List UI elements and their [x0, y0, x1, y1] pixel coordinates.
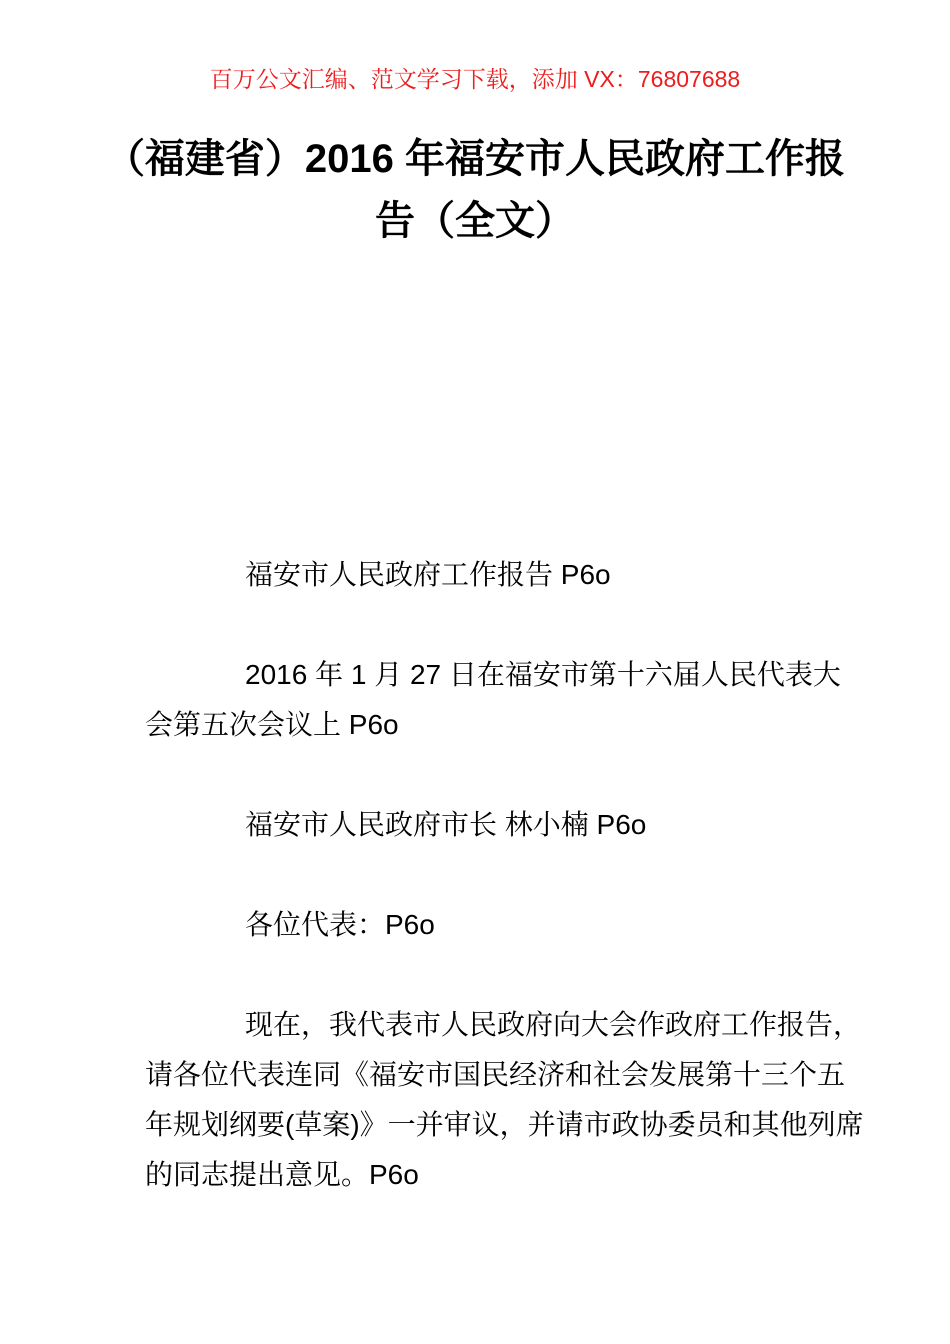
title-line-2: 告（全文）	[375, 199, 575, 243]
paragraph-line: 各位代表：P6o	[245, 909, 435, 940]
paragraph-line: 福安市人民政府市长 林小楠 P6o	[245, 809, 647, 840]
paragraph-introduction	[145, 1000, 864, 1200]
document-title	[0, 128, 950, 252]
paragraph-line: 2016 年 1 月 27 日在福安市第十六届人民代表大	[245, 659, 841, 690]
paragraph-line: 会第五次会议上 P6o	[145, 709, 399, 740]
paragraph-line: 请各位代表连同《福安市国民经济和社会发展第十三个五	[145, 1059, 846, 1090]
paragraph-session-info	[145, 650, 841, 750]
paragraph-speaker	[145, 800, 805, 850]
paragraph-line: 年规划纲要(草案)》一并审议，并请市政协委员和其他列席	[145, 1109, 864, 1140]
vertical-spacer	[0, 252, 950, 550]
paragraph-line: 的同志提出意见。P6o	[145, 1159, 419, 1190]
paragraph-salutation	[145, 900, 805, 950]
paragraph-line: 福安市人民政府工作报告 P6o	[245, 559, 611, 590]
document-body	[145, 550, 864, 1200]
paragraph-report-title	[145, 550, 805, 600]
promo-notice: 百万公文汇编、范文学习下载，添加 VX：76807688	[209, 66, 741, 92]
paragraph-line: 现在，我代表市人民政府向大会作政府工作报告，	[245, 1009, 862, 1040]
title-line-1: （福建省）2016 年福安市人民政府工作报	[104, 137, 846, 181]
